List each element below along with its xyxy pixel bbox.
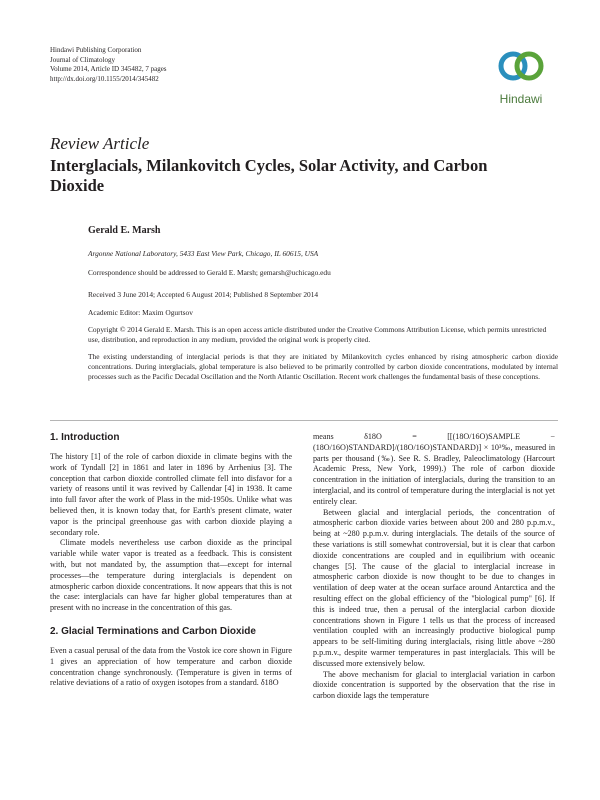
publication-dates: Received 3 June 2014; Accepted 6 August 2014; Published 8 September 2014	[88, 290, 319, 299]
left-column	[50, 432, 292, 689]
hindawi-logo-text: Hindawi	[499, 92, 543, 106]
paragraph: means δ18O = [[(18O/16O)SAMPLE − (18O/16O)STANDARD]/(18O/16O)STANDARD)] × 10³‰, measured in parts per thousand (‰). See R. S. Bradley, Paleoclimatology (Harcourt Academic Press, New York, 1999).) The role of carbon dioxide concentration in the initiation of interglacials, during the transition to an interglacial, and its control of temperature during the interglacial is not yet entirely clear.	[313, 432, 555, 506]
copyright-notice: Copyright © 2014 Gerald E. Marsh. This is an open access article distributed under the Creative Commons Attribution License, which permits unrestricted use, distribution, and reproduction in any medium, provided the original work is properly cited.	[88, 325, 547, 344]
section-heading: 2. Glacial Terminations and Carbon Dioxide	[50, 625, 256, 637]
divider	[50, 420, 558, 421]
article-title: Interglacials, Milankovitch Cycles, Solar Activity, and Carbon Dioxide	[50, 156, 488, 195]
paragraph: Climate models nevertheless use carbon dioxide as the principal variable while water vapor is treated as a feedback. This is consistent with, but not mandated by, the assumption that—except for internal processes—the temperature during interglacials is dependent on atmospheric carbon dioxide concentrations. It now appears that this is not the case: interglacials can have far higher global temperatures than at present with no increase in the concentration of this gas.	[50, 538, 292, 613]
right-column	[313, 432, 555, 702]
section-heading: 1. Introduction	[50, 432, 120, 443]
journal-name: Journal of Climatology	[50, 55, 115, 64]
doi-link[interactable]: http://dx.doi.org/10.1155/2014/345482	[50, 74, 159, 83]
paragraph: Between glacial and interglacial periods, the concentration of atmospheric carbon dioxide varies between about 200 and 280 p.p.m.v., being at ~280 p.p.m.v. during interglacials. The details of the source of these variations is still somewhat controversial, but it is clear that carbon dioxide concentrations are coupled and in equilibrium with oceanic changes [5]. The cause of the glacial to interglacial increase in atmospheric carbon dioxide is now thought to be due to changes in ventilation of deep water at the ocean surface around Antarctica and the resulting effect on the global efficiency of the "biological pump" [6]. If this is indeed true, then a perusal of the interglacial carbon dioxide concentrations shown in Figure 1 tells us that the process of increased ventilation coupled with an increasingly productive biological pump appears to be self-limiting during interglacials, rising little above ~280 p.p.m.v., despite warmer temperatures in past interglacials. This will be discussed more extensively below.	[313, 507, 555, 668]
paragraph: The above mechanism for glacial to interglacial variation in carbon dioxide concentration is supported by the observation that the rise in carbon dioxide lags the temperature	[313, 669, 555, 701]
volume-info: Volume 2014, Article ID 345482, 7 pages	[50, 65, 167, 74]
correspondence: Correspondence should be addressed to Gerald E. Marsh; gemarsh@uchicago.edu	[88, 268, 331, 277]
abstract: The existing understanding of interglacial periods is that they are initiated by Milankovitch cycles enhanced by rising atmospheric carbon dioxide concentrations. During interglacials, global temperature is also believed to be primarily controlled by carbon dioxide concentrations, modulated by internal processes such as the Pacific Decadal Oscillation and the North Atlantic Oscillation. Recent work challenges the fundamental basis of these conceptions.	[88, 352, 558, 381]
publisher: Hindawi Publishing Corporation	[50, 46, 142, 54]
academic-editor: Academic Editor: Maxim Ogurtsov	[88, 308, 193, 317]
paragraph: The history [1] of the role of carbon dioxide in climate begins with the work of Tyndall [2] in 1861 and later in 1896 by Arrhenius [3]. The conception that carbon dioxide controlled climate fell into disfavor for a variety of reasons until it was revived by Callendar [4] in 1938. It came into full favor after the work of Plass in the mid-1950s. Unlike what was believed then, it is known today that, for Earth's present climate, water vapor is the principal greenhouse gas with carbon dioxide playing a secondary role.	[50, 452, 292, 537]
paragraph: Even a casual perusal of the data from the Vostok ice core shown in Figure 1 gives an appreciation of how temperature and carbon dioxide concentration change synchronously. (Temperature is given in terms of relative deviations of a ratio of oxygen isotopes from a standard. δ18O	[50, 645, 292, 688]
author-name: Gerald E. Marsh	[88, 225, 161, 236]
article-type: Review Article	[50, 134, 150, 153]
affiliation: Argonne National Laboratory, 5433 East View Park, Chicago, IL 60615, USA	[88, 249, 319, 258]
journal-header	[50, 46, 167, 84]
